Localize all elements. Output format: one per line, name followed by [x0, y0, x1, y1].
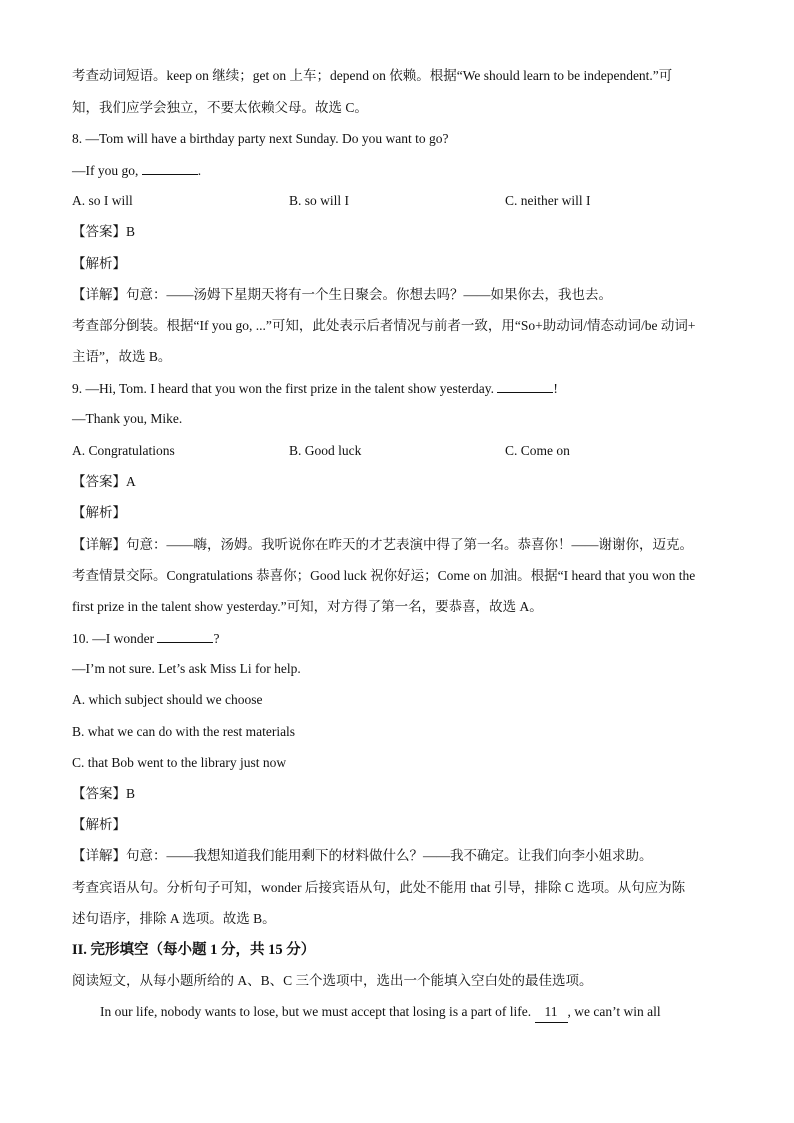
q10-stem-post: ? [213, 631, 220, 646]
q10-detail: 【详解】句意：——我想知道我们能用剩下的材料做什么？——我不确定。让我们向李小姐求助。 [72, 848, 653, 863]
q8-reply [72, 160, 201, 181]
q8-explain-2: 主语”，故选 B。 [72, 349, 172, 364]
q9-analysis-label: 【解析】 [72, 505, 126, 520]
section-instruction: 阅读短文，从每小题所给的 A、B、C 三个选项中，选出一个能填入空白处的最佳选项。 [72, 973, 593, 988]
q8-option-c: C. neither will I [505, 193, 591, 208]
q8-answer: 【答案】B [72, 224, 136, 239]
q9-blank [497, 378, 553, 393]
q9-stem-pre: 9. —Hi, Tom. I heard that you won the first prize in the talent show yesterday. [72, 381, 498, 396]
q8-detail: 【详解】句意：——汤姆下星期天将有一个生日聚会。你想去吗？——如果你去，我也去。 [72, 287, 612, 302]
intro-line-2: 知，我们应学会独立，不要太依赖父母。故选 C。 [72, 100, 368, 115]
q9-option-a: A. Congratulations [72, 443, 175, 458]
q10-option-b: B. what we can do with the rest materials [72, 724, 296, 739]
q8-analysis-label: 【解析】 [72, 256, 126, 271]
q9-detail: 【详解】句意：——嗨，汤姆。我听说你在昨天的才艺表演中得了第一名。恭喜你！——谢谢你，迈克。 [72, 537, 693, 552]
q10-option-c: C. that Bob went to the library just now [72, 755, 287, 770]
q9-reply: —Thank you, Mike. [72, 411, 183, 426]
q9-answer: 【答案】A [72, 474, 136, 489]
q8-option-a: A. so I will [72, 193, 133, 208]
passage-line [100, 1002, 661, 1023]
q10-option-a: A. which subject should we choose [72, 692, 263, 707]
q9-explain-2: first prize in the talent show yesterday.”可知，对方得了第一名，要恭喜，故选 A。 [72, 599, 543, 614]
q9-explain-1: 考查情景交际。Congratulations 恭喜你；Good luck 祝你好运；Come on 加油。根据“I heard that you won the [72, 568, 696, 583]
section-title: II. 完形填空（每小题 1 分，共 15 分） [72, 942, 316, 958]
q9-option-b: B. Good luck [289, 443, 362, 458]
q10-explain-2: 述句语序，排除 A 选项。故选 B。 [72, 911, 276, 926]
q8-reply-post: . [197, 163, 202, 178]
q10-analysis-label: 【解析】 [72, 817, 126, 832]
q8-reply-pre: —If you go, [72, 163, 142, 178]
q9-stem [72, 378, 558, 399]
passage-pre: In our life, nobody wants to lose, but we must accept that losing is a part of life. [100, 1004, 535, 1019]
q10-answer: 【答案】B [72, 786, 136, 801]
q8-stem: 8. —Tom will have a birthday party next Sunday. Do you want to go? [72, 131, 449, 146]
q9-option-c: C. Come on [505, 443, 570, 458]
q8-explain-1: 考查部分倒装。根据“If you go, ...”可知，此处表示后者情况与前者一致，用“So+助动词/情态动词/be 动词+ [72, 318, 696, 333]
blank-11: 11 [535, 1002, 568, 1023]
q9-stem-post: ! [553, 381, 558, 396]
q10-stem [72, 628, 219, 649]
intro-line-1: 考查动词短语。keep on 继续；get on 上车；depend on 依赖。根据“We should learn to be independent.”可 [72, 68, 673, 83]
q10-explain-1: 考查宾语从句。分析句子可知，wonder 后接宾语从句，此处不能用 that 引导，排除 C 选项。从句应为陈 [72, 880, 686, 895]
q10-blank [157, 628, 213, 643]
q10-stem-pre: 10. —I wonder [72, 631, 158, 646]
q8-option-b: B. so will I [289, 193, 350, 208]
q8-blank [142, 160, 198, 175]
q10-reply: —I’m not sure. Let’s ask Miss Li for help. [72, 661, 301, 676]
passage-post: , we can’t win all [567, 1004, 661, 1019]
